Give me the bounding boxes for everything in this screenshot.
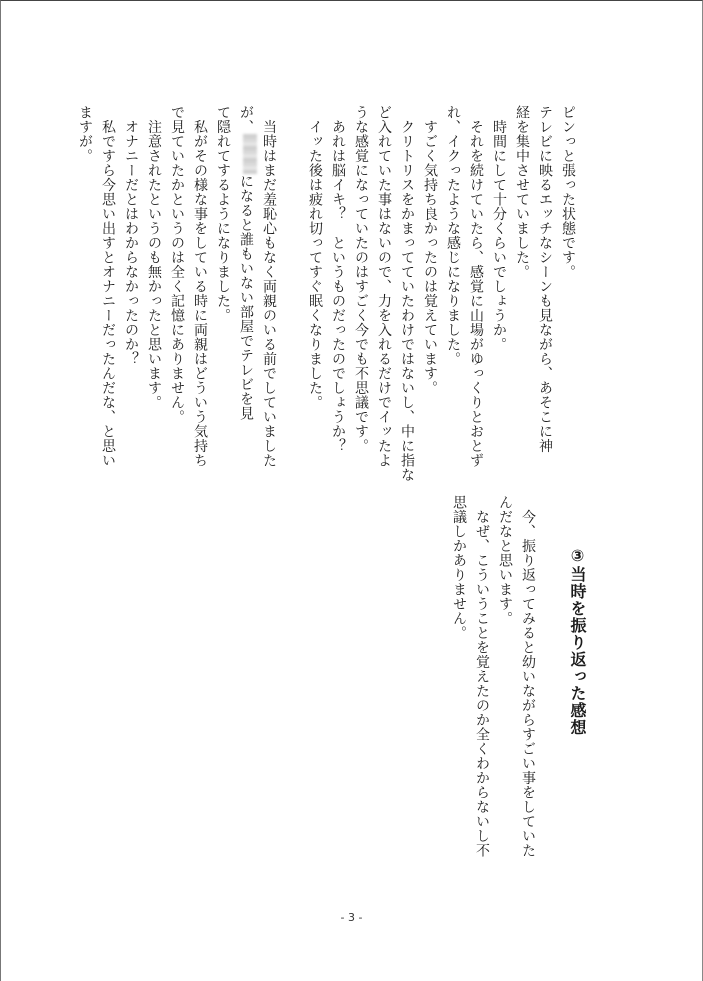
text-line: テレビに映るエッチなシーンも見ながら、あそこに神 — [537, 105, 553, 453]
text-line: 思議しかありません。 — [451, 495, 467, 640]
text-line: れ、イクったような感じになりました。 — [445, 105, 461, 366]
text-line: すごく気持ち良かったのは覚えています。 — [422, 119, 438, 395]
text-line: ピンっと張った状態です。 — [560, 105, 576, 279]
text-line: 経を集中させていました。 — [514, 105, 530, 279]
text-line: オナニーだとはわからなかったのか？ — [123, 119, 139, 366]
text-line: なぜ、こういうことを覚えたのか全くわからないし不 — [474, 509, 490, 858]
text-line: で見ていたかというのは全く記憶にありません。 — [169, 105, 185, 424]
text-line: 私がその様な事をしている時に両親はどういう気持ち — [192, 119, 208, 468]
text-line: あれは脳イキ？ というものだったのでしょうか？ — [330, 119, 346, 453]
text-line: クリトリスをかまってていたわけではないし、中に指な — [399, 119, 415, 482]
section-heading: ③当時を振り返った感想 — [568, 546, 587, 736]
text-line: それを続けていたら、感覚に山場がゆっくりとおとず — [468, 119, 484, 468]
text-line: 私ですら今思い出すとオナニーだったんだな、と思い — [100, 119, 116, 468]
body-text-upper — [73, 105, 579, 485]
text-line: 当時はまだ羞恥心もなく両親のいる前でしていました — [261, 119, 277, 468]
redaction-blur — [243, 134, 257, 174]
text-line: んだなと思います。 — [497, 495, 513, 626]
body-text-lower — [447, 495, 539, 885]
text-line: 今、振り返ってみると幼いながらすごい事をしていた — [520, 509, 536, 858]
text-line: ど入れていた事はないので、力を入れるだけでイッたよ — [376, 105, 392, 468]
text-line: 時間にして十分くらいでしょうか。 — [491, 119, 507, 352]
text-line: 注意されたというのも無かったと思います。 — [146, 119, 162, 410]
text-line: て隠れてするようになりました。 — [215, 105, 231, 323]
text-line-with-redaction: が、になると誰もいない部屋でテレビを見 — [234, 105, 257, 485]
text-line: うな感覚になっていたのはすごく今でも不思議です。 — [353, 105, 369, 453]
text-line: ますが。 — [77, 105, 93, 163]
page-number: - 3 - — [340, 911, 363, 924]
text-line: イッた後は疲れ切ってすぐ眠くなりました。 — [307, 119, 323, 410]
blank-line — [280, 105, 303, 485]
